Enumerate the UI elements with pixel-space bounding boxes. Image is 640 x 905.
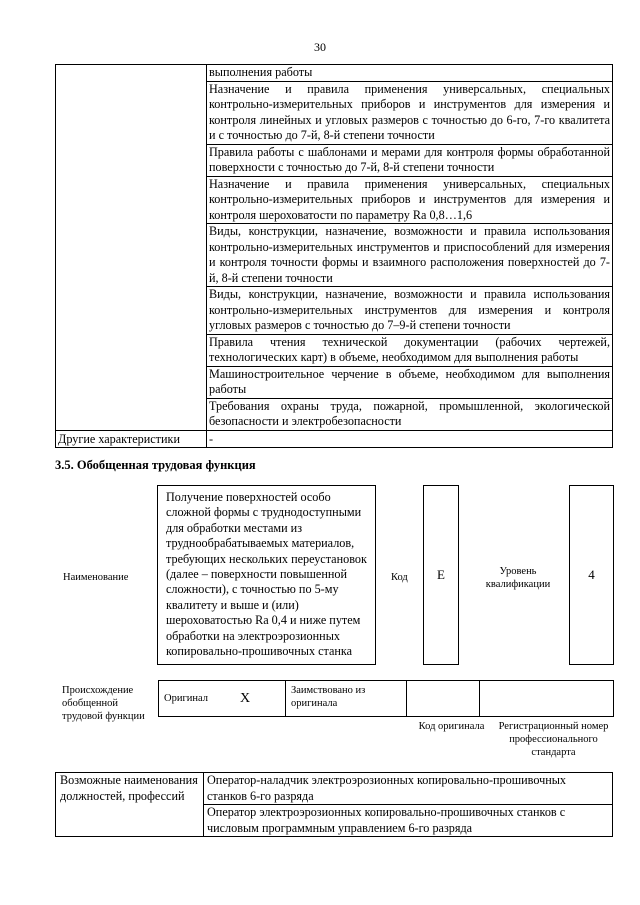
position-item: Оператор электроэрозионных копировально-прошивочных станков с числовым программным управлением 6-го разряда bbox=[204, 805, 613, 837]
knowledge-table bbox=[55, 64, 613, 448]
origin-table bbox=[158, 680, 614, 717]
registration-number-label: Регистрационный номер профессионального стандарта bbox=[498, 721, 609, 758]
code-value: E bbox=[423, 485, 459, 665]
other-characteristics-value: - bbox=[207, 430, 613, 448]
original-code-label: Код оригинала bbox=[418, 721, 485, 732]
original-label: Оригинал bbox=[159, 681, 236, 717]
positions-table bbox=[55, 772, 613, 837]
position-item: Оператор-наладчик электроэрозионных копировально-прошивочных станков 6-го разряда bbox=[204, 773, 613, 805]
code-label: Код bbox=[391, 572, 408, 583]
knowledge-item: Виды, конструкции, назначение, возможности и правила использования контрольно-измерительных инструментов и приспособлений для измерения и контроля точности формы и взаимного расположения поверхностей до 7-й, 8-й степени точности bbox=[207, 224, 613, 287]
section-heading: 3.5. Обобщенная трудовая функция bbox=[55, 458, 256, 472]
qualification-level-label: Уровень квалификации bbox=[485, 566, 551, 590]
other-characteristics-row bbox=[56, 430, 613, 448]
knowledge-item: Виды, конструкции, назначение, возможности и правила использования контрольно-измерительных инструментов для измерения и контроля угловых размеров с точностью до 7–9-й степени точности bbox=[207, 287, 613, 335]
knowledge-item: выполнения работы bbox=[207, 65, 613, 82]
name-label: Наименование bbox=[63, 572, 129, 583]
borrowed-label: Заимствовано из оригинала bbox=[286, 681, 407, 717]
origin-label: Происхождение обобщенной трудовой функции bbox=[62, 685, 145, 722]
original-mark: X bbox=[235, 681, 286, 717]
function-name-value: Получение поверхностей особо сложной формы с труднодоступными для обработки местами из труднообрабатываемых материалов, требующих нескольких переустановок (далее – поверхности повышенной сложности), с точностью по 5-му квалитету и выше и (или) шероховатостью Ra 0,4 и ниже путем обработки на электроэрозионных копировально-прошивочных станка bbox=[157, 485, 376, 665]
knowledge-item: Требования охраны труда, пожарной, промышленной, экологической безопасности и электробезопасности bbox=[207, 398, 613, 430]
knowledge-item: Правила работы с шаблонами и мерами для контроля формы обработанной поверхности с точностью до 7-й, 8-й степени точности bbox=[207, 144, 613, 176]
table-row bbox=[56, 65, 613, 82]
qualification-level-value: 4 bbox=[569, 485, 614, 665]
knowledge-item: Правила чтения технической документации (рабочих чертежей, технологических карт) в объеме, необходимом для выполнения работы bbox=[207, 334, 613, 366]
knowledge-item: Назначение и правила применения универсальных, специальных контрольно-измерительных приборов и инструментов для измерения и контроля линейных и угловых размеров с точностью до 6-го, 7-го квалитета и с точностью до 7-й, 8-й степени точности bbox=[207, 81, 613, 144]
page-number: 30 bbox=[314, 40, 326, 54]
table-row bbox=[159, 681, 614, 717]
knowledge-item: Назначение и правила применения универсальных, специальных контрольно-измерительных приборов и инструментов для измерения и контроля шероховатости по параметру Ra 0,8…1,6 bbox=[207, 176, 613, 224]
registration-number-cell bbox=[480, 681, 614, 717]
positions-label: Возможные наименования должностей, профессий bbox=[56, 773, 204, 837]
original-code-cell bbox=[407, 681, 480, 717]
table-row bbox=[56, 773, 613, 805]
knowledge-item: Машиностроительное черчение в объеме, необходимом для выполнения работы bbox=[207, 366, 613, 398]
knowledge-label-cell bbox=[56, 65, 207, 431]
other-characteristics-label: Другие характеристики bbox=[56, 430, 207, 448]
